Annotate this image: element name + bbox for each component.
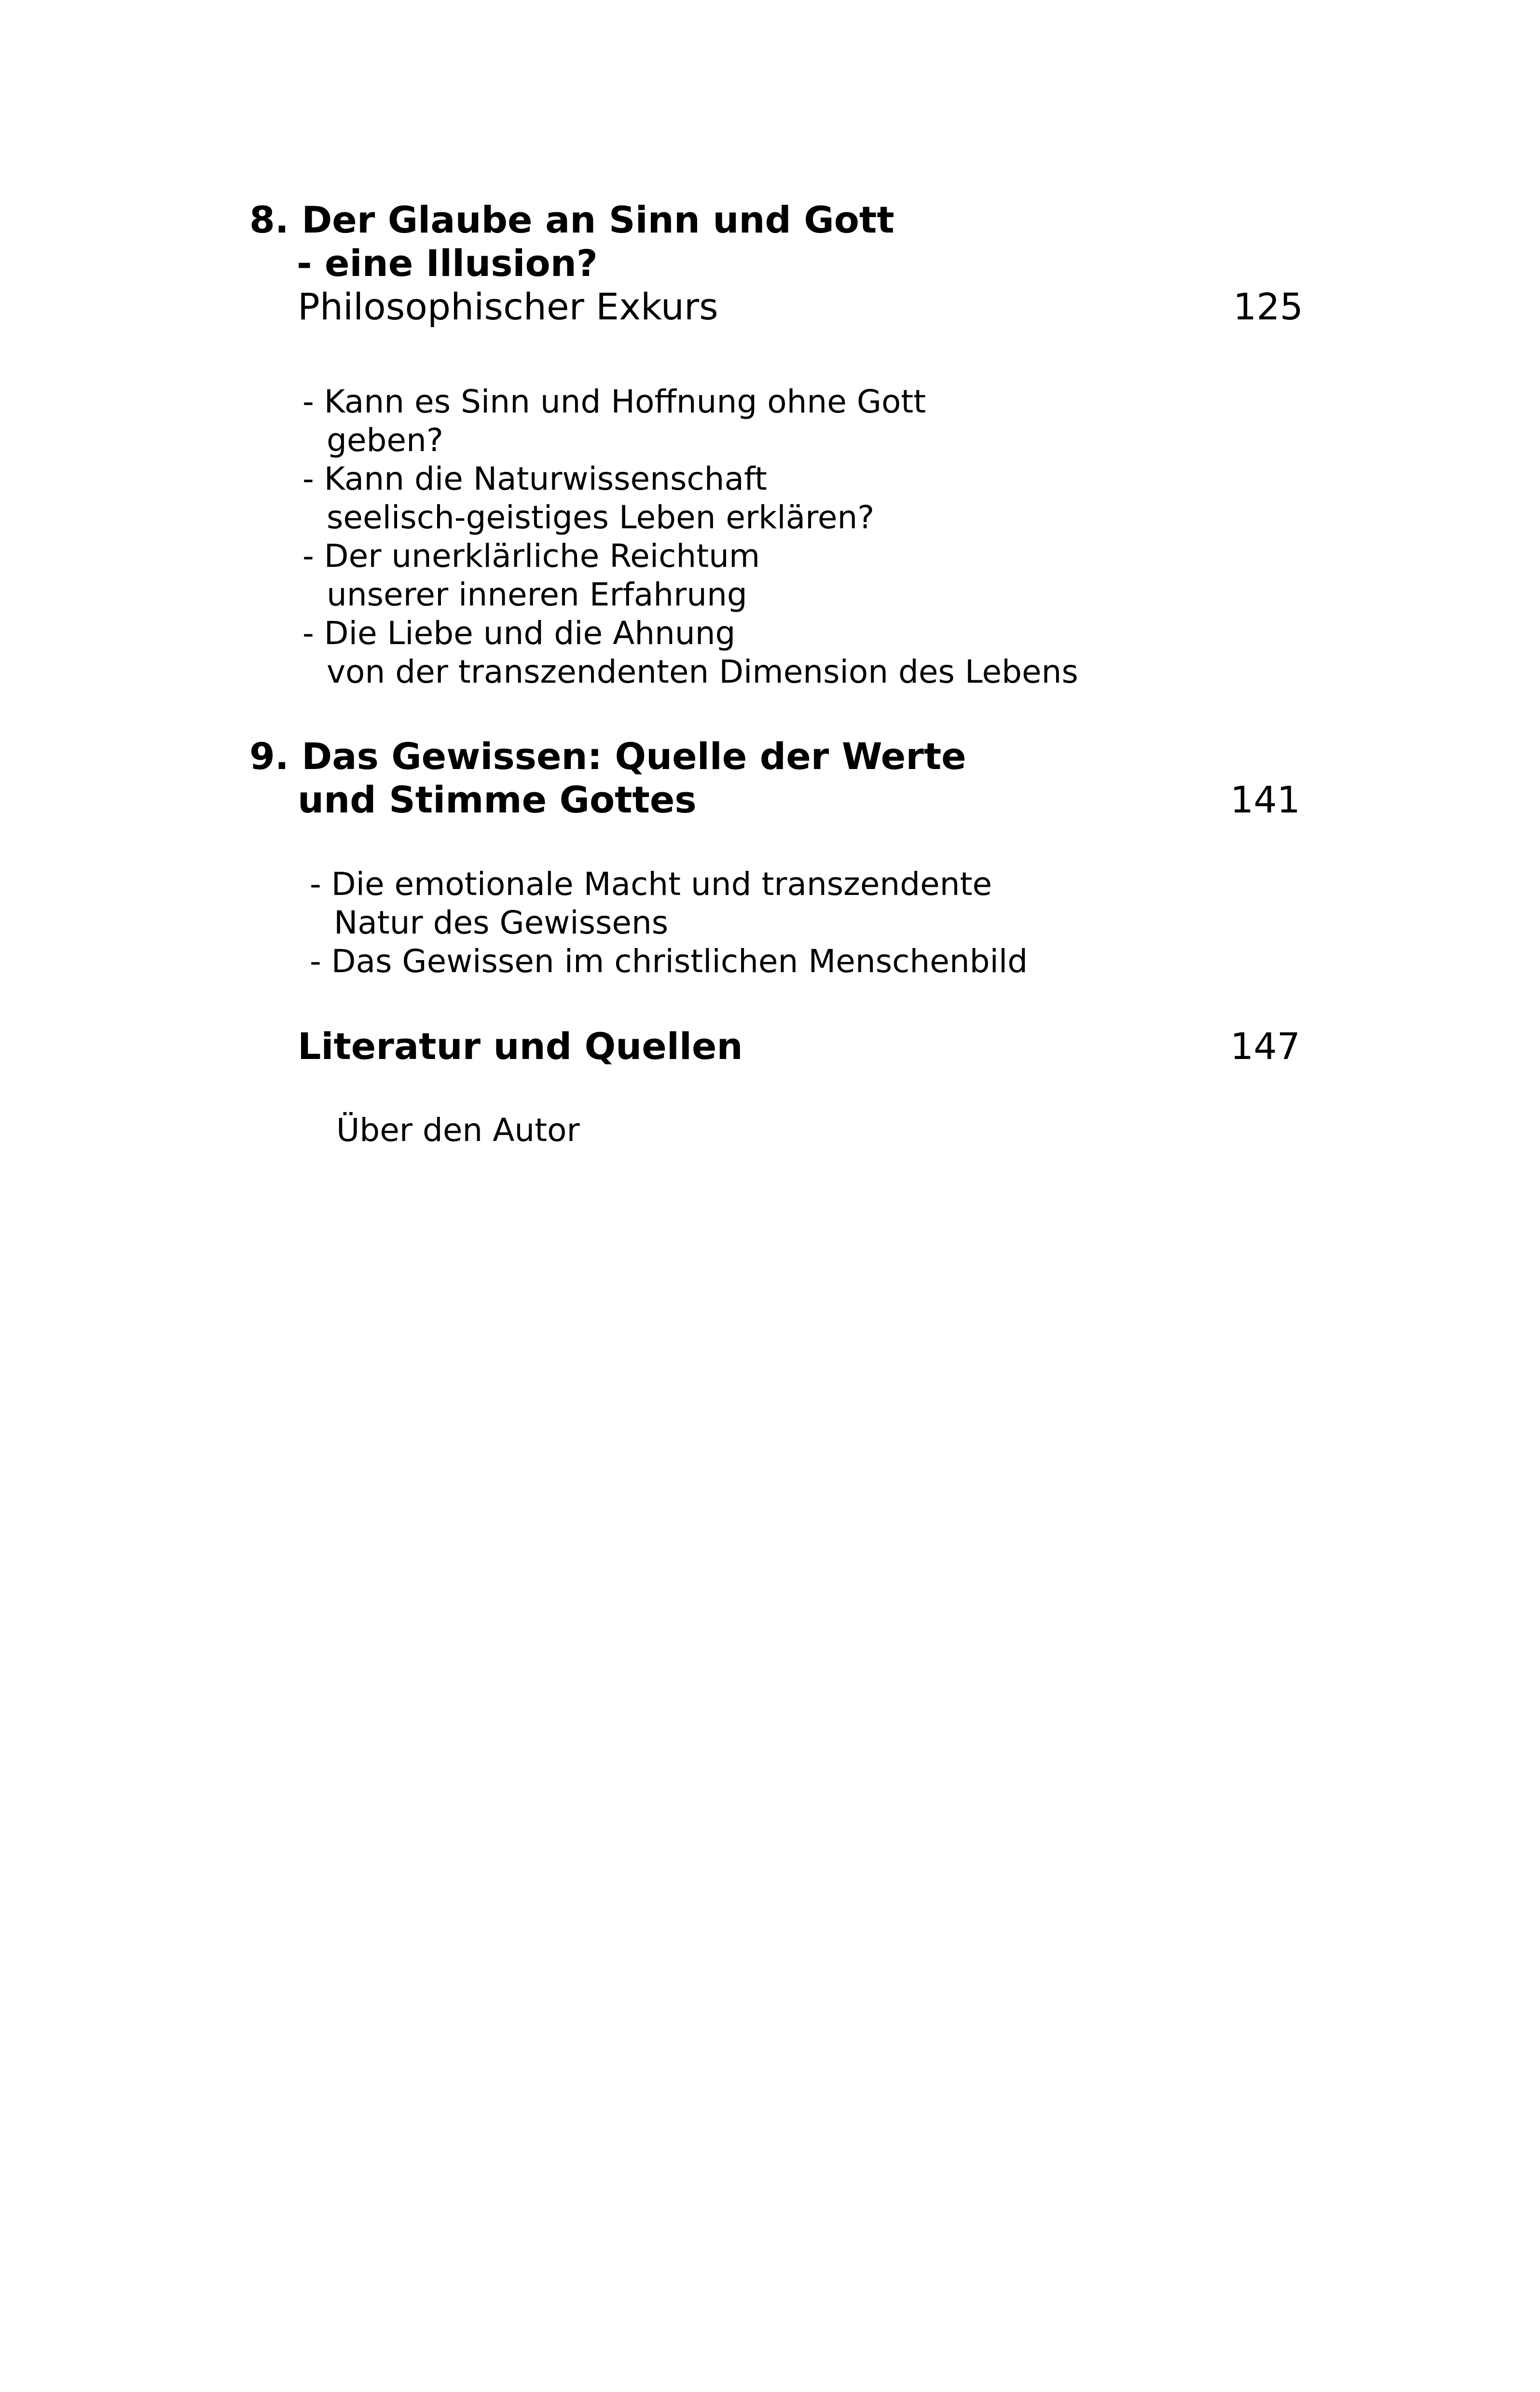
chapter-9-page-number: 141 — [1230, 778, 1301, 821]
chapter-9-title-line-2: und Stimme Gottes — [298, 778, 697, 821]
chapter-8-item: - Der unerklärliche Reichtum — [302, 537, 760, 575]
chapter-8-title-line-2: - eine Illusion? — [297, 242, 598, 285]
chapter-8-item: seelisch-geistiges Leben erklären? — [327, 499, 875, 536]
chapter-9-item: Natur des Gewissens — [334, 904, 669, 941]
literature-title: Literatur und Quellen — [298, 1025, 743, 1068]
chapter-8-subtitle: Philosophischer Exkurs — [298, 285, 718, 328]
chapter-8-page-number: 125 — [1233, 285, 1304, 328]
literature-page-number: 147 — [1230, 1025, 1301, 1068]
chapter-8-item: von der transzendenten Dimension des Lebens — [327, 653, 1078, 690]
chapter-8-item: geben? — [327, 422, 443, 459]
chapter-9-title-line-1: 9. Das Gewissen: Quelle der Werte — [249, 735, 966, 778]
chapter-8-item: - Kann es Sinn und Hoffnung ohne Gott — [302, 383, 926, 420]
chapter-8-title-line-1: 8. Der Glaube an Sinn und Gott — [249, 198, 894, 241]
chapter-9-item: - Das Gewissen im christlichen Menschenbild — [310, 943, 1028, 980]
chapter-8-item: unserer inneren Erfahrung — [327, 576, 747, 613]
chapter-8-item: - Kann die Naturwissenschaft — [302, 460, 767, 497]
about-author-entry: Über den Autor — [336, 1112, 580, 1149]
chapter-9-item: - Die emotionale Macht und transzendente — [310, 866, 992, 903]
chapter-8-item: - Die Liebe und die Ahnung — [302, 615, 736, 652]
